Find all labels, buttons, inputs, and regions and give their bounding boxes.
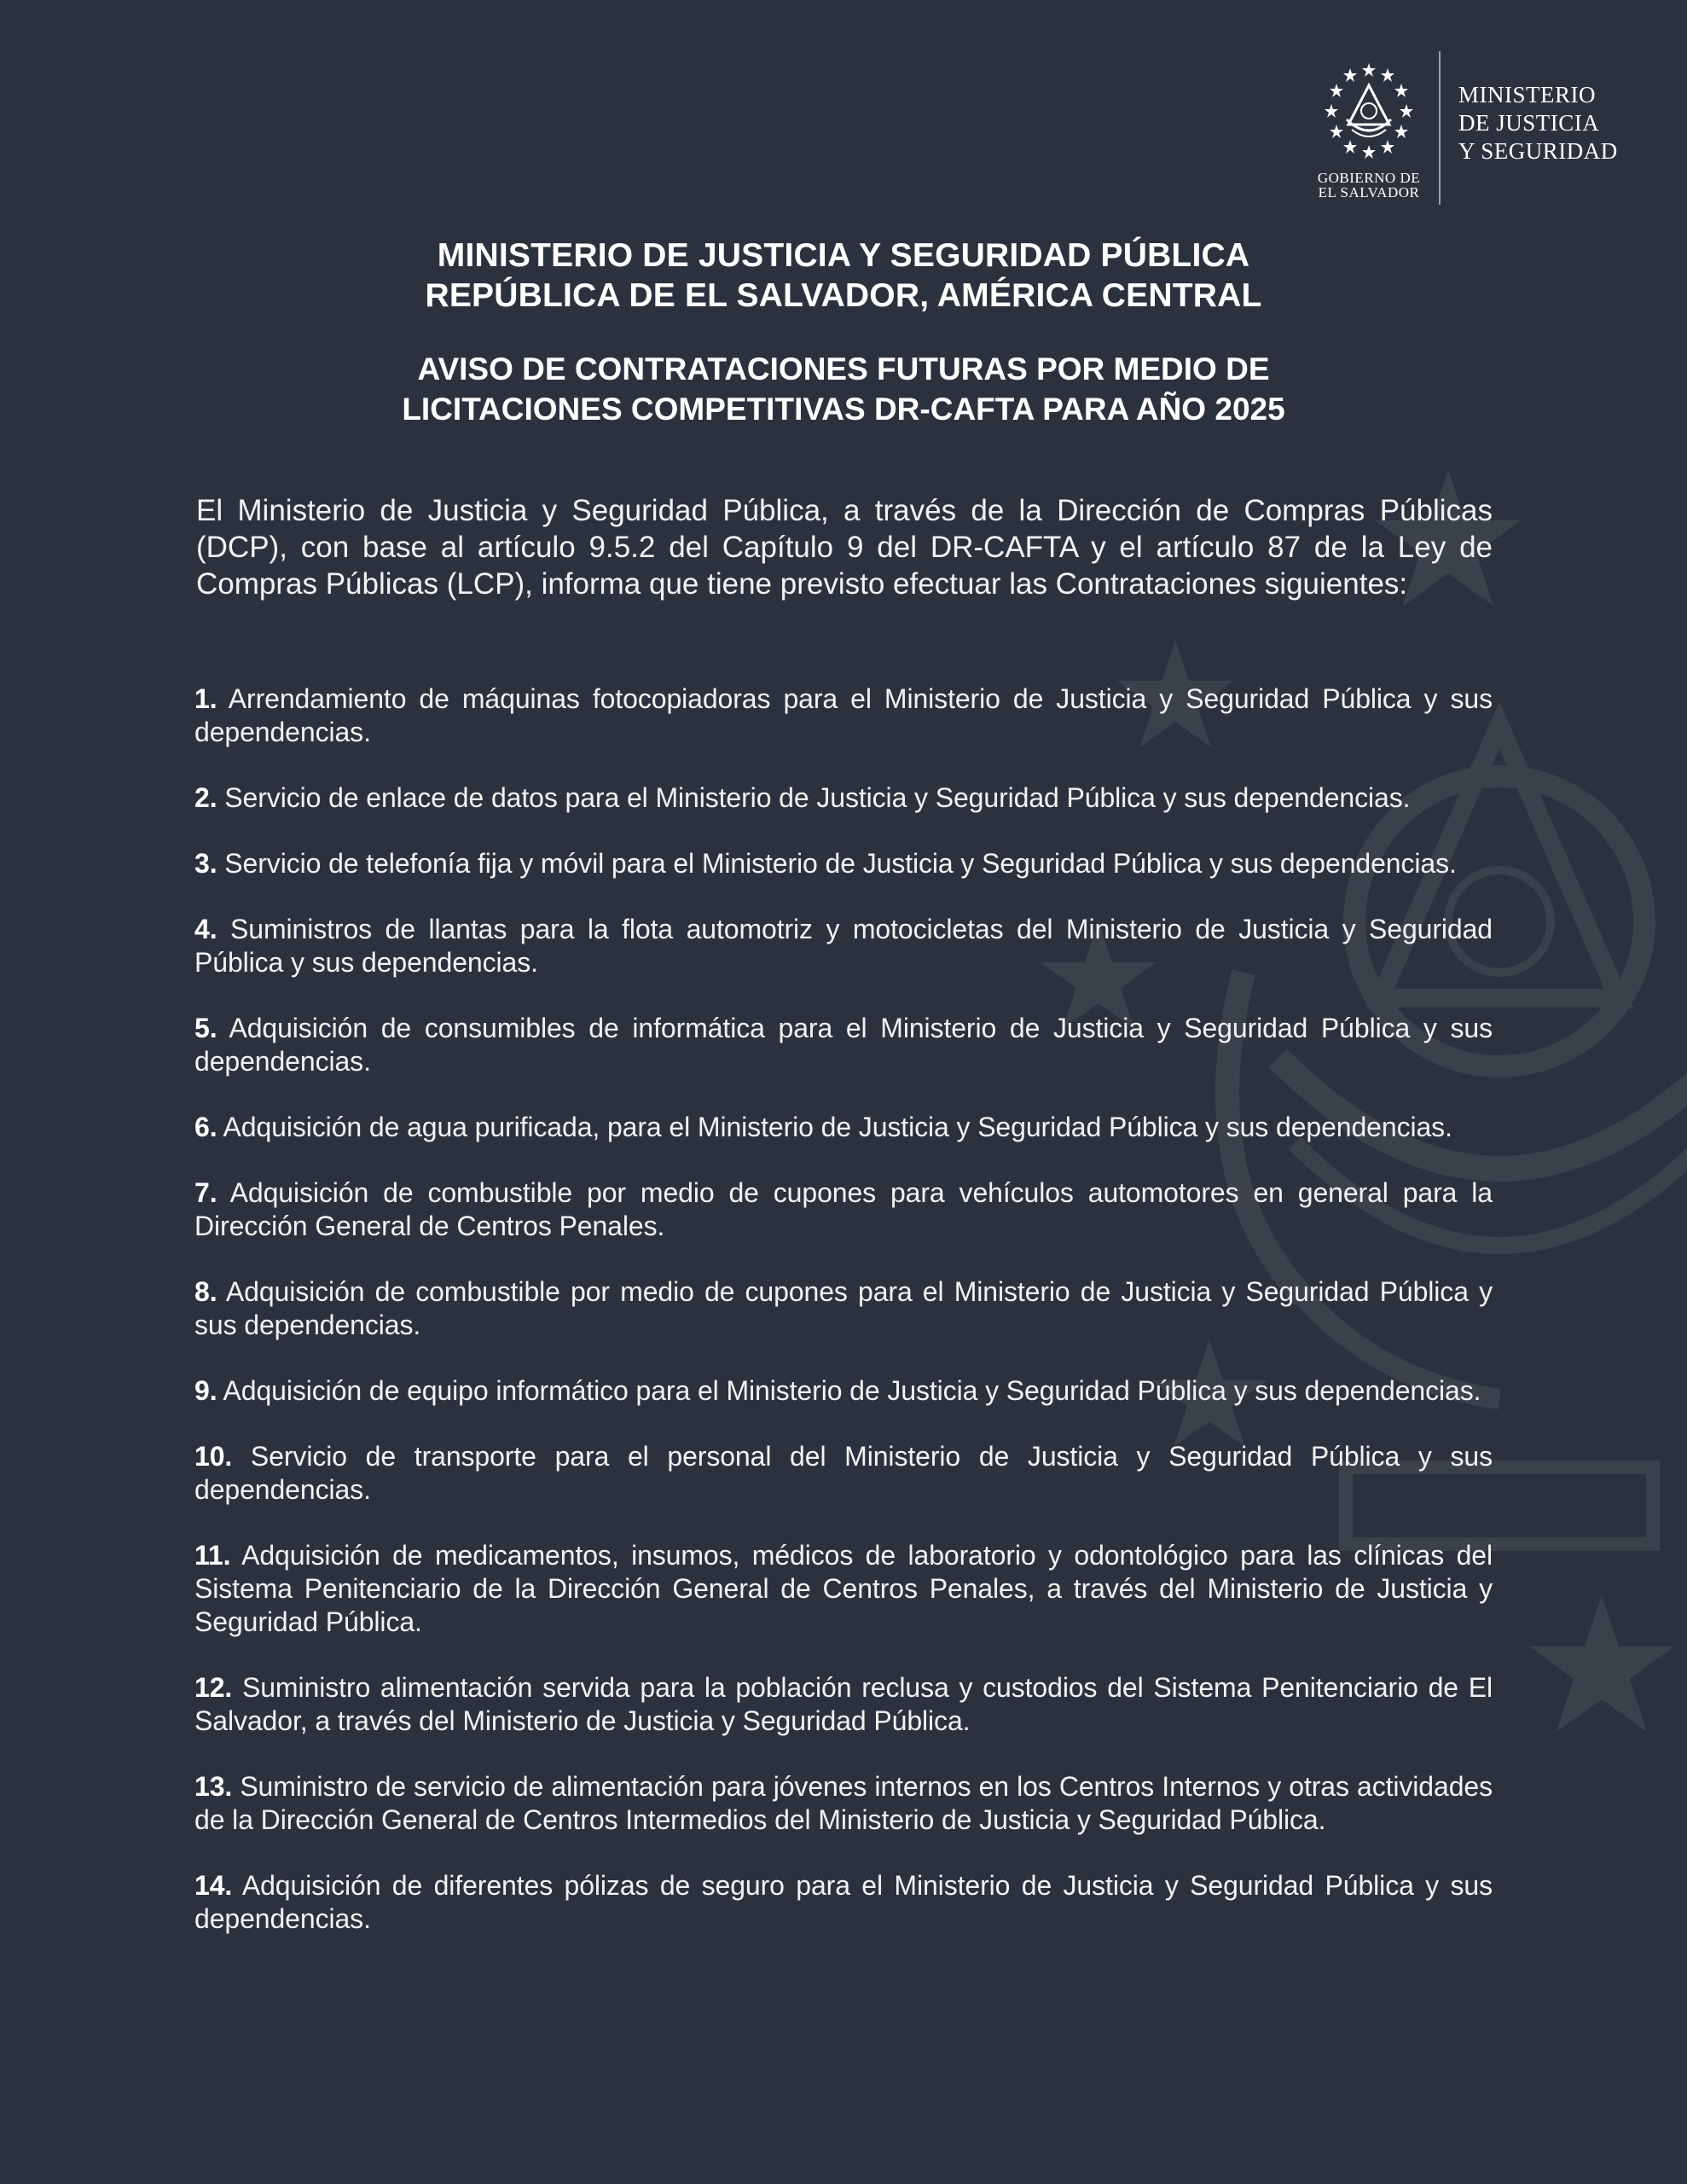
item-number: 12. — [194, 1672, 233, 1703]
list-item — [194, 1440, 1493, 1507]
list-item — [194, 1539, 1493, 1639]
notice-title — [0, 349, 1687, 429]
item-text: Adquisición de consumibles de informática para el Ministerio de Justicia y Seguridad Pública y sus dependencias. — [194, 1013, 1493, 1077]
item-text: Adquisición de equipo informático para el Ministerio de Justicia y Seguridad Pública y sus dependencias. — [223, 1375, 1481, 1406]
item-number: 9. — [194, 1375, 217, 1406]
ministry-logo — [1309, 51, 1650, 213]
item-number: 4. — [194, 914, 217, 944]
list-item — [194, 1869, 1493, 1936]
intro-paragraph: El Ministerio de Justicia y Seguridad Pública, a través de la Dirección de Compras Públicas (DCP), con base al artículo 9.5.2 del Capítulo 9 del DR-CAFTA y el artículo 87 de la Ley de Compras Públicas (LCP), informa que tiene previsto efectuar las Contrataciones siguientes: — [196, 494, 1493, 601]
national-seal-icon — [1318, 60, 1420, 162]
item-number: 10. — [194, 1441, 233, 1472]
item-text: Adquisición de combustible por medio de cupones para el Ministerio de Justicia y Seguridad Pública y sus dependencias. — [194, 1276, 1493, 1340]
seal-block — [1309, 60, 1429, 213]
list-item — [194, 1275, 1493, 1342]
seal-caption-line2: EL SALVADOR — [1318, 184, 1420, 200]
ministry-line2: DE JUSTICIA — [1458, 110, 1600, 136]
item-text: Arrendamiento de máquinas fotocopiadoras para el Ministerio de Justicia y Seguridad Pública y sus dependencias. — [194, 683, 1493, 747]
item-number: 11. — [194, 1540, 231, 1571]
ministry-line1: MINISTERIO — [1458, 82, 1596, 107]
item-number: 8. — [194, 1276, 217, 1307]
item-text: Servicio de transporte para el personal del Ministerio de Justicia y Seguridad Pública y sus dependencias. — [194, 1441, 1493, 1505]
list-item — [194, 682, 1493, 749]
item-text: Suministro de servicio de alimentación para jóvenes internos en los Centros Internos y otras actividades de la Dirección General de Centros Intermedios del Ministerio de Justicia y Seguridad Pública. — [194, 1771, 1493, 1835]
item-text: Suministro alimentación servida para la población reclusa y custodios del Sistema Penitenciario de El Salvador, a través del Ministerio de Justicia y Seguridad Pública. — [194, 1672, 1493, 1736]
notice-title-line1: AVISO DE CONTRATACIONES FUTURAS POR MEDIO DE — [417, 351, 1270, 386]
item-number: 3. — [194, 848, 217, 879]
item-text: Adquisición de diferentes pólizas de seguro para el Ministerio de Justicia y Seguridad Pública y sus dependencias. — [194, 1870, 1493, 1934]
list-item — [194, 1374, 1493, 1408]
list-item — [194, 1012, 1493, 1078]
list-item — [194, 1111, 1493, 1144]
ministry-wordmark — [1458, 81, 1655, 166]
ministry-line3: Y SEGURIDAD — [1458, 138, 1618, 164]
item-number: 13. — [194, 1771, 233, 1802]
list-item — [194, 1176, 1493, 1243]
procurement-list — [194, 682, 1493, 1968]
item-text: Adquisición de combustible por medio de cupones para vehículos automotores en general para la Dirección General de Centros Penales. — [194, 1177, 1493, 1241]
list-item — [194, 781, 1493, 815]
item-text: Servicio de enlace de datos para el Ministerio de Justicia y Seguridad Pública y sus dependencias. — [224, 782, 1411, 813]
item-number: 14. — [194, 1870, 233, 1901]
item-number: 7. — [194, 1177, 217, 1208]
item-text: Adquisición de agua purificada, para el Ministerio de Justicia y Seguridad Pública y sus dependencias. — [223, 1112, 1452, 1142]
list-item — [194, 1671, 1493, 1738]
item-number: 6. — [194, 1112, 217, 1142]
institution-heading-line2: REPÚBLICA DE EL SALVADOR, AMÉRICA CENTRAL — [425, 277, 1262, 314]
seal-caption-line1: GOBIERNO DE — [1317, 170, 1421, 186]
seal-caption — [1309, 171, 1429, 200]
item-text: Adquisición de medicamentos, insumos, médicos de laboratorio y odontológico para las clínicas del Sistema Penitenciario de la Dirección General de Centros Penales, a través del Ministerio de Justicia y Seguridad Pública. — [194, 1540, 1493, 1637]
item-number: 5. — [194, 1013, 217, 1043]
notice-title-line2: LICITACIONES COMPETITIVAS DR-CAFTA PARA AÑO 2025 — [402, 392, 1285, 427]
item-text: Servicio de telefonía fija y móvil para el Ministerio de Justicia y Seguridad Pública y sus dependencias. — [224, 848, 1457, 879]
institution-heading-line1: MINISTERIO DE JUSTICIA Y SEGURIDAD PÚBLICA — [437, 237, 1250, 274]
list-item — [194, 847, 1493, 880]
list-item — [194, 913, 1493, 979]
institution-heading — [0, 235, 1687, 316]
item-text: Suministros de llantas para la flota automotriz y motocicletas del Ministerio de Justicia y Seguridad Pública y sus dependencias. — [194, 914, 1493, 978]
item-number: 2. — [194, 782, 217, 813]
item-number: 1. — [194, 683, 217, 714]
list-item — [194, 1770, 1493, 1837]
logo-divider — [1439, 51, 1441, 205]
